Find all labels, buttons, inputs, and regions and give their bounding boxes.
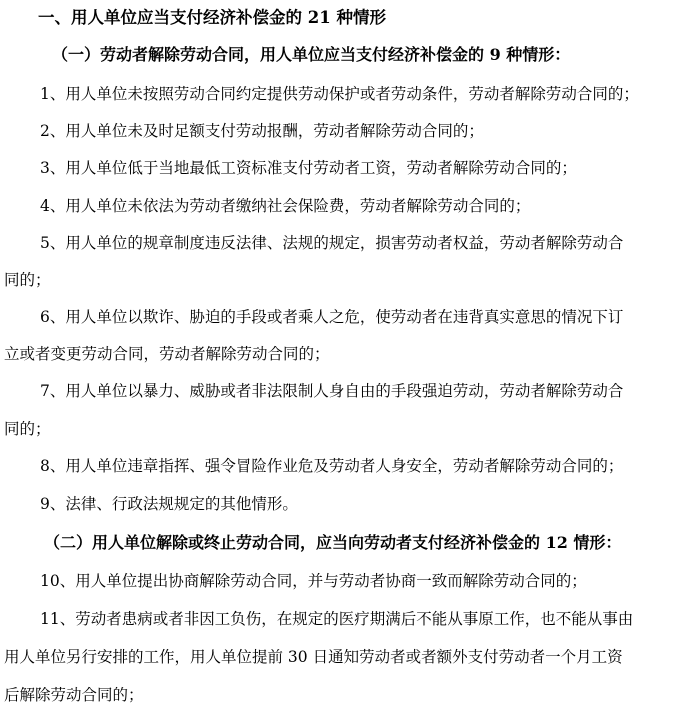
list-item-7-continued: 同的；: [4, 420, 51, 438]
list-item-10: 10、用人单位提出协商解除劳动合同，并与劳动者协商一致而解除劳动合同的；: [40, 572, 587, 590]
list-item-1: 1、用人单位未按照劳动合同约定提供劳动保护或者劳动条件，劳动者解除劳动合同的；: [40, 85, 639, 103]
subsection-2-title: （二）用人单位解除或终止劳动合同，应当向劳动者支付经济补偿金的 12 情形：: [44, 533, 622, 552]
list-item-4: 4、用人单位未依法为劳动者缴纳社会保险费，劳动者解除劳动合同的；: [40, 197, 531, 215]
list-item-2: 2、用人单位未及时足额支付劳动报酬，劳动者解除劳动合同的；: [40, 122, 484, 140]
list-item-11-continued-2: 后解除劳动合同的；: [4, 686, 144, 704]
list-item-11-continued-1: 用人单位另行安排的工作，用人单位提前 30 日通知劳动者或者额外支付劳动者一个月工资: [4, 648, 623, 666]
list-item-6-continued: 立或者变更劳动合同，劳动者解除劳动合同的；: [4, 345, 330, 363]
subsection-1-title: （一）劳动者解除劳动合同，用人单位应当支付经济补偿金的 9 种情形：: [52, 45, 571, 64]
list-item-7: 7、用人单位以暴力、威胁或者非法限制人身自由的手段强迫劳动，劳动者解除劳动合: [40, 382, 624, 400]
list-item-6: 6、用人单位以欺诈、胁迫的手段或者乘人之危，使劳动者在违背真实意思的情况下订: [40, 308, 624, 326]
section-title: 一、用人单位应当支付经济补偿金的 21 种情形: [38, 8, 386, 27]
list-item-5-continued: 同的；: [4, 271, 51, 289]
list-item-3: 3、用人单位低于当地最低工资标准支付劳动者工资，劳动者解除劳动合同的；: [40, 159, 577, 177]
list-item-9: 9、法律、行政法规规定的其他情形。: [40, 495, 298, 513]
list-item-11: 11、劳动者患病或者非因工负伤，在规定的医疗期满后不能从事原工作，也不能从事由: [40, 610, 634, 628]
list-item-5: 5、用人单位的规章制度违反法律、法规的规定，损害劳动者权益，劳动者解除劳动合: [40, 234, 624, 252]
list-item-8: 8、用人单位违章指挥、强令冒险作业危及劳动者人身安全，劳动者解除劳动合同的；: [40, 457, 624, 475]
